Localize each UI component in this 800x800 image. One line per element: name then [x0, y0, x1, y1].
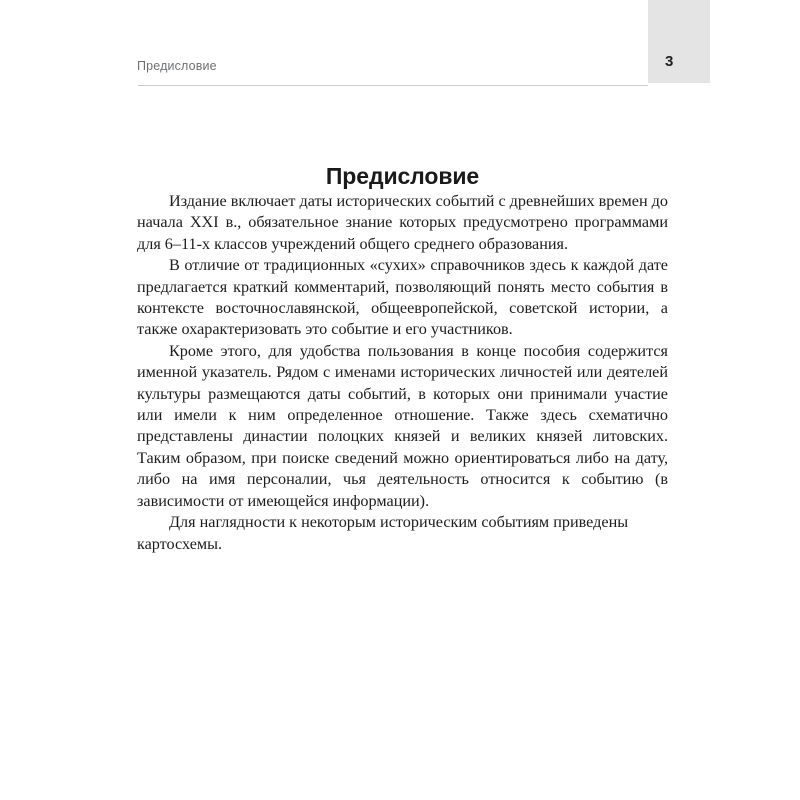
body-text: [137, 191, 668, 555]
paragraph: Для наглядности к некоторым историческим событиям приведены картосхемы.: [137, 513, 629, 553]
page-edge-tab: [648, 0, 710, 83]
running-head: Предисловие: [137, 59, 217, 73]
paragraph: Кроме этого, для удобства пользования в конце пособия содержится именной указатель. Рядом с именами исторических личностей или деятелей культуры размещаются даты событий, в которых они принимали участие или имели к ним определенное отношение. Также здесь схематично представлены династии полоцких князей и великих князей литовских. Таким образом, при поиске сведений можно ориентироваться либо на дату, либо на имя персоналии, чья деятельность относится к событию (в зависимости от имеющейся информации).: [137, 341, 668, 510]
paragraph: Издание включает даты исторических событий с древнейших времен до начала XXI в., обязательное знание которых предусмотрено программами для 6–11-х классов учреждений общего среднего образования.: [137, 192, 668, 253]
page-title: Предисловие: [325, 163, 480, 190]
header-divider: [138, 85, 648, 86]
page-number: 3: [665, 53, 674, 70]
paragraph: В отличие от традиционных «сухих» справочников здесь к каждой дате предлагается краткий комментарий, позволяющий понять место события в контексте восточнославянской, общеевропейской, советской истории, а также охарактеризовать это событие и его участников.: [137, 256, 668, 339]
